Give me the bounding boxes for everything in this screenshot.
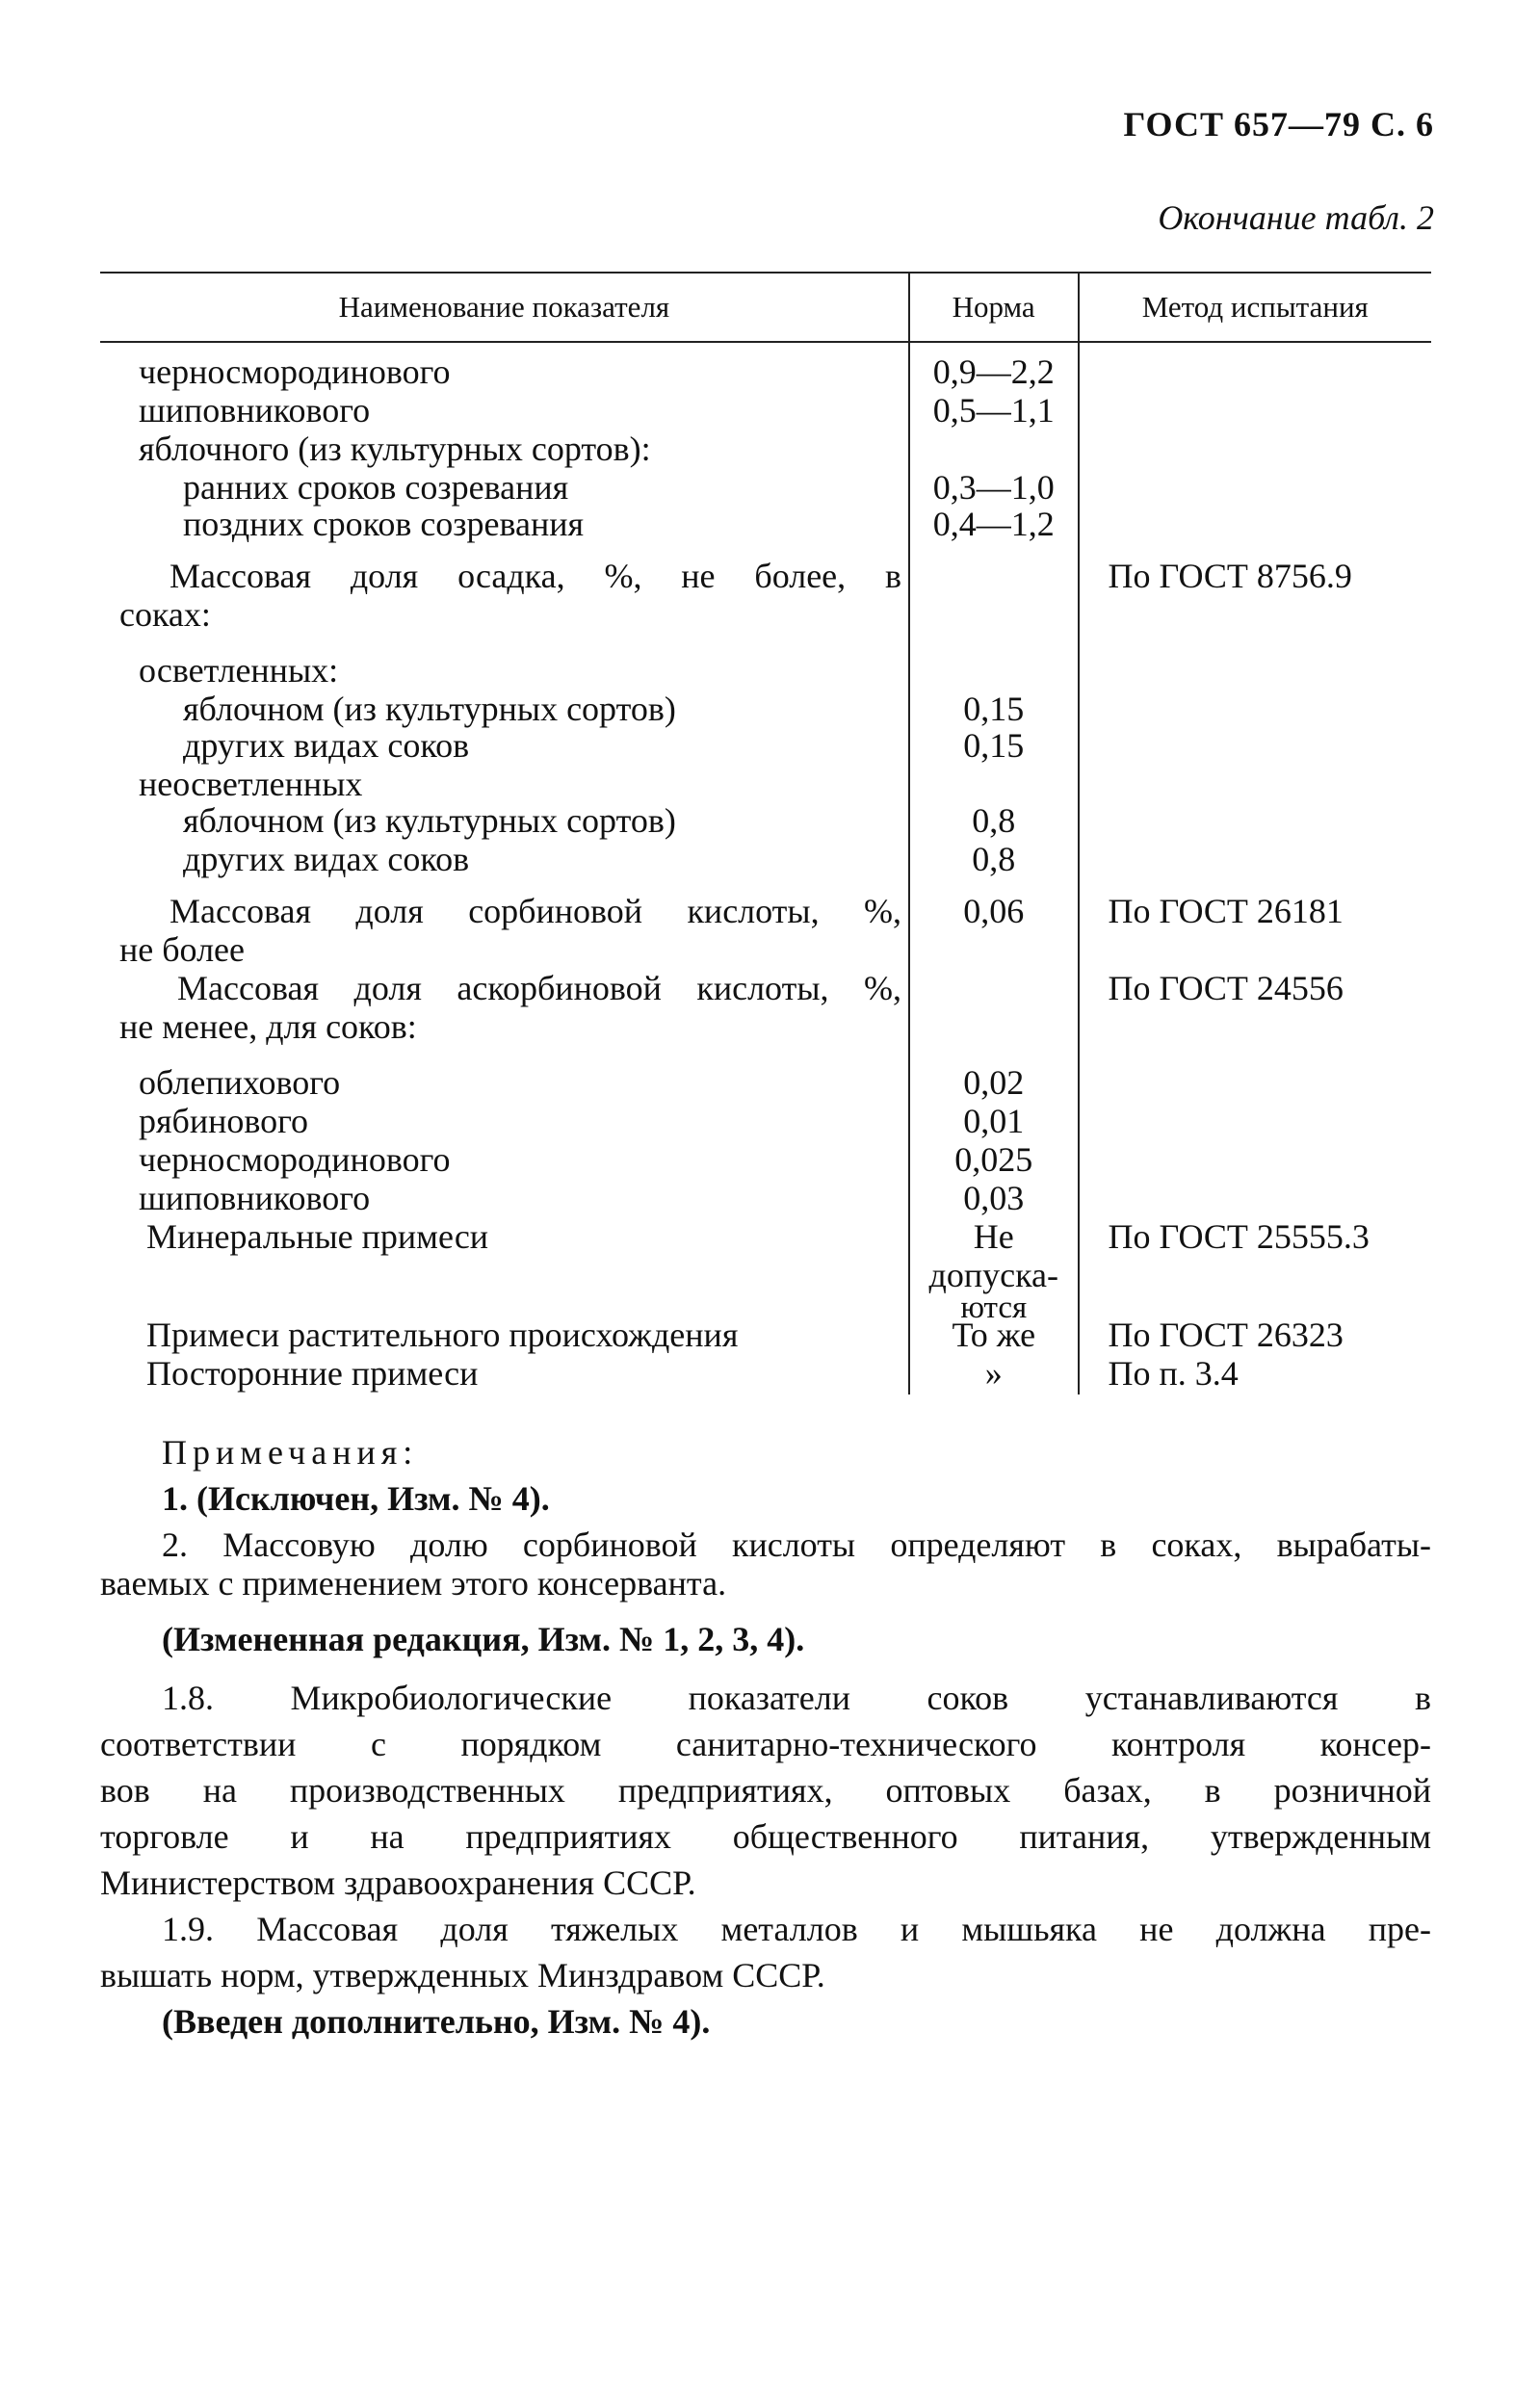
column-header-method: Метод испытания bbox=[1078, 274, 1431, 341]
note-2-line-2: ваемых с применением этого консерванта. bbox=[100, 1564, 727, 1603]
table-cell: 0,01 bbox=[963, 1102, 1025, 1140]
column-header-indicator: Наименование показателя bbox=[338, 290, 670, 324]
table-header-row bbox=[100, 272, 1431, 343]
table-cell: соках: bbox=[119, 595, 211, 634]
paragraph-1-9-line: вышать норм, утвержденных Минздравом СССР. bbox=[100, 1956, 825, 1994]
table-cell: яблочном (из культурных сортов) bbox=[183, 801, 676, 840]
table-cell: допуска- bbox=[928, 1256, 1059, 1294]
table-cell: По ГОСТ 24556 bbox=[1108, 969, 1344, 1007]
table-cell: Минеральные примеси bbox=[146, 1217, 489, 1256]
table-cell: ются bbox=[960, 1290, 1028, 1325]
paragraph-1-8-line: вов на производственных предприятиях, оптовых базах, в розничной bbox=[100, 1771, 1431, 1810]
table-cell: осветленных: bbox=[139, 651, 339, 690]
table-cell: То же bbox=[952, 1316, 1036, 1354]
table-cell: шиповникового bbox=[139, 391, 371, 430]
table-cell: Массовая доля аскорбиновой кислоты, %, bbox=[177, 969, 901, 1007]
table-cell: » bbox=[984, 1354, 1003, 1393]
table-cell: поздних сроков созревания bbox=[183, 505, 585, 543]
table-cell: По п. 3.4 bbox=[1108, 1354, 1239, 1393]
note-1: 1. (Исключен, Изм. № 4). bbox=[162, 1479, 550, 1518]
table-cell: 0,025 bbox=[954, 1140, 1033, 1179]
introduction-note: (Введен дополнительно, Изм. № 4). bbox=[162, 2002, 711, 2041]
table-cell: По ГОСТ 26181 bbox=[1108, 892, 1344, 930]
table-cell: Массовая доля осадка, %, не более, в bbox=[170, 557, 901, 595]
table-cell: Не bbox=[973, 1217, 1014, 1256]
table-continuation-label: Окончание табл. 2 bbox=[1158, 198, 1434, 237]
amendment-note: (Измененная редакция, Изм. № 1, 2, 3, 4). bbox=[162, 1620, 805, 1658]
table-cell: 0,15 bbox=[963, 690, 1025, 728]
indicator-column bbox=[100, 343, 908, 1394]
table-cell: 0,06 bbox=[963, 892, 1025, 930]
table-cell: не менее, для соков: bbox=[119, 1007, 417, 1046]
table-cell: Посторонние примеси bbox=[146, 1354, 479, 1393]
table-cell: 0,3—1,0 bbox=[932, 468, 1055, 507]
note-2-line-1: 2. Массовую долю сорбиновой кислоты определяют в соках, вырабаты- bbox=[162, 1525, 1431, 1564]
column-header-norm: Норма bbox=[908, 274, 1078, 341]
table-cell: 0,02 bbox=[963, 1063, 1025, 1102]
table-cell: 0,5—1,1 bbox=[932, 391, 1055, 430]
table-cell: 0,8 bbox=[972, 801, 1016, 840]
table-cell: других видах соков bbox=[183, 726, 470, 765]
table-cell: шиповникового bbox=[139, 1179, 371, 1217]
table-cell: облепихового bbox=[139, 1063, 341, 1102]
method-column bbox=[1078, 343, 1431, 1394]
notes-heading: Примечания: bbox=[162, 1433, 419, 1472]
table-cell: черносмородинового bbox=[139, 352, 451, 391]
table-cell: Примеси растительного происхождения bbox=[146, 1316, 739, 1354]
table-cell: 0,03 bbox=[963, 1179, 1025, 1217]
table-cell: По ГОСТ 8756.9 bbox=[1108, 557, 1352, 595]
paragraph-1-8-line: соответствии с порядком санитарно-технического контроля консер- bbox=[100, 1725, 1431, 1763]
table-cell: черносмородинового bbox=[139, 1140, 451, 1179]
table-cell: других видах соков bbox=[183, 840, 470, 878]
norms-table bbox=[100, 272, 1431, 1394]
table-body bbox=[100, 343, 1431, 1394]
page-header: ГОСТ 657—79 С. 6 bbox=[1123, 105, 1434, 143]
paragraph-1-9-line: 1.9. Массовая доля тяжелых металлов и мышьяка не должна пре- bbox=[162, 1910, 1431, 1948]
paragraph-1-8-line: Министерством здравоохранения СССР. bbox=[100, 1864, 696, 1902]
table-cell: По ГОСТ 26323 bbox=[1108, 1316, 1344, 1354]
table-cell: яблочного (из культурных сортов): bbox=[139, 430, 651, 468]
paragraph-1-8-line: 1.8. Микробиологические показатели соков устанавливаются в bbox=[162, 1679, 1431, 1717]
table-cell: рябинового bbox=[139, 1102, 309, 1140]
table-cell: 0,8 bbox=[972, 840, 1016, 878]
table-cell: не более bbox=[119, 930, 246, 969]
table-cell: 0,4—1,2 bbox=[932, 505, 1055, 543]
table-cell: 0,9—2,2 bbox=[932, 352, 1055, 391]
table-cell: По ГОСТ 25555.3 bbox=[1108, 1217, 1370, 1256]
table-cell: 0,15 bbox=[963, 726, 1025, 765]
paragraph-1-8-line: торговле и на предприятиях общественного питания, утвержденным bbox=[100, 1817, 1431, 1856]
norm-column bbox=[908, 343, 1078, 1394]
table-cell: неосветленных bbox=[139, 765, 363, 803]
table-cell: ранних сроков созревания bbox=[183, 468, 569, 507]
table-cell: яблочном (из культурных сортов) bbox=[183, 690, 676, 728]
table-cell: Массовая доля сорбиновой кислоты, %, bbox=[170, 892, 901, 930]
